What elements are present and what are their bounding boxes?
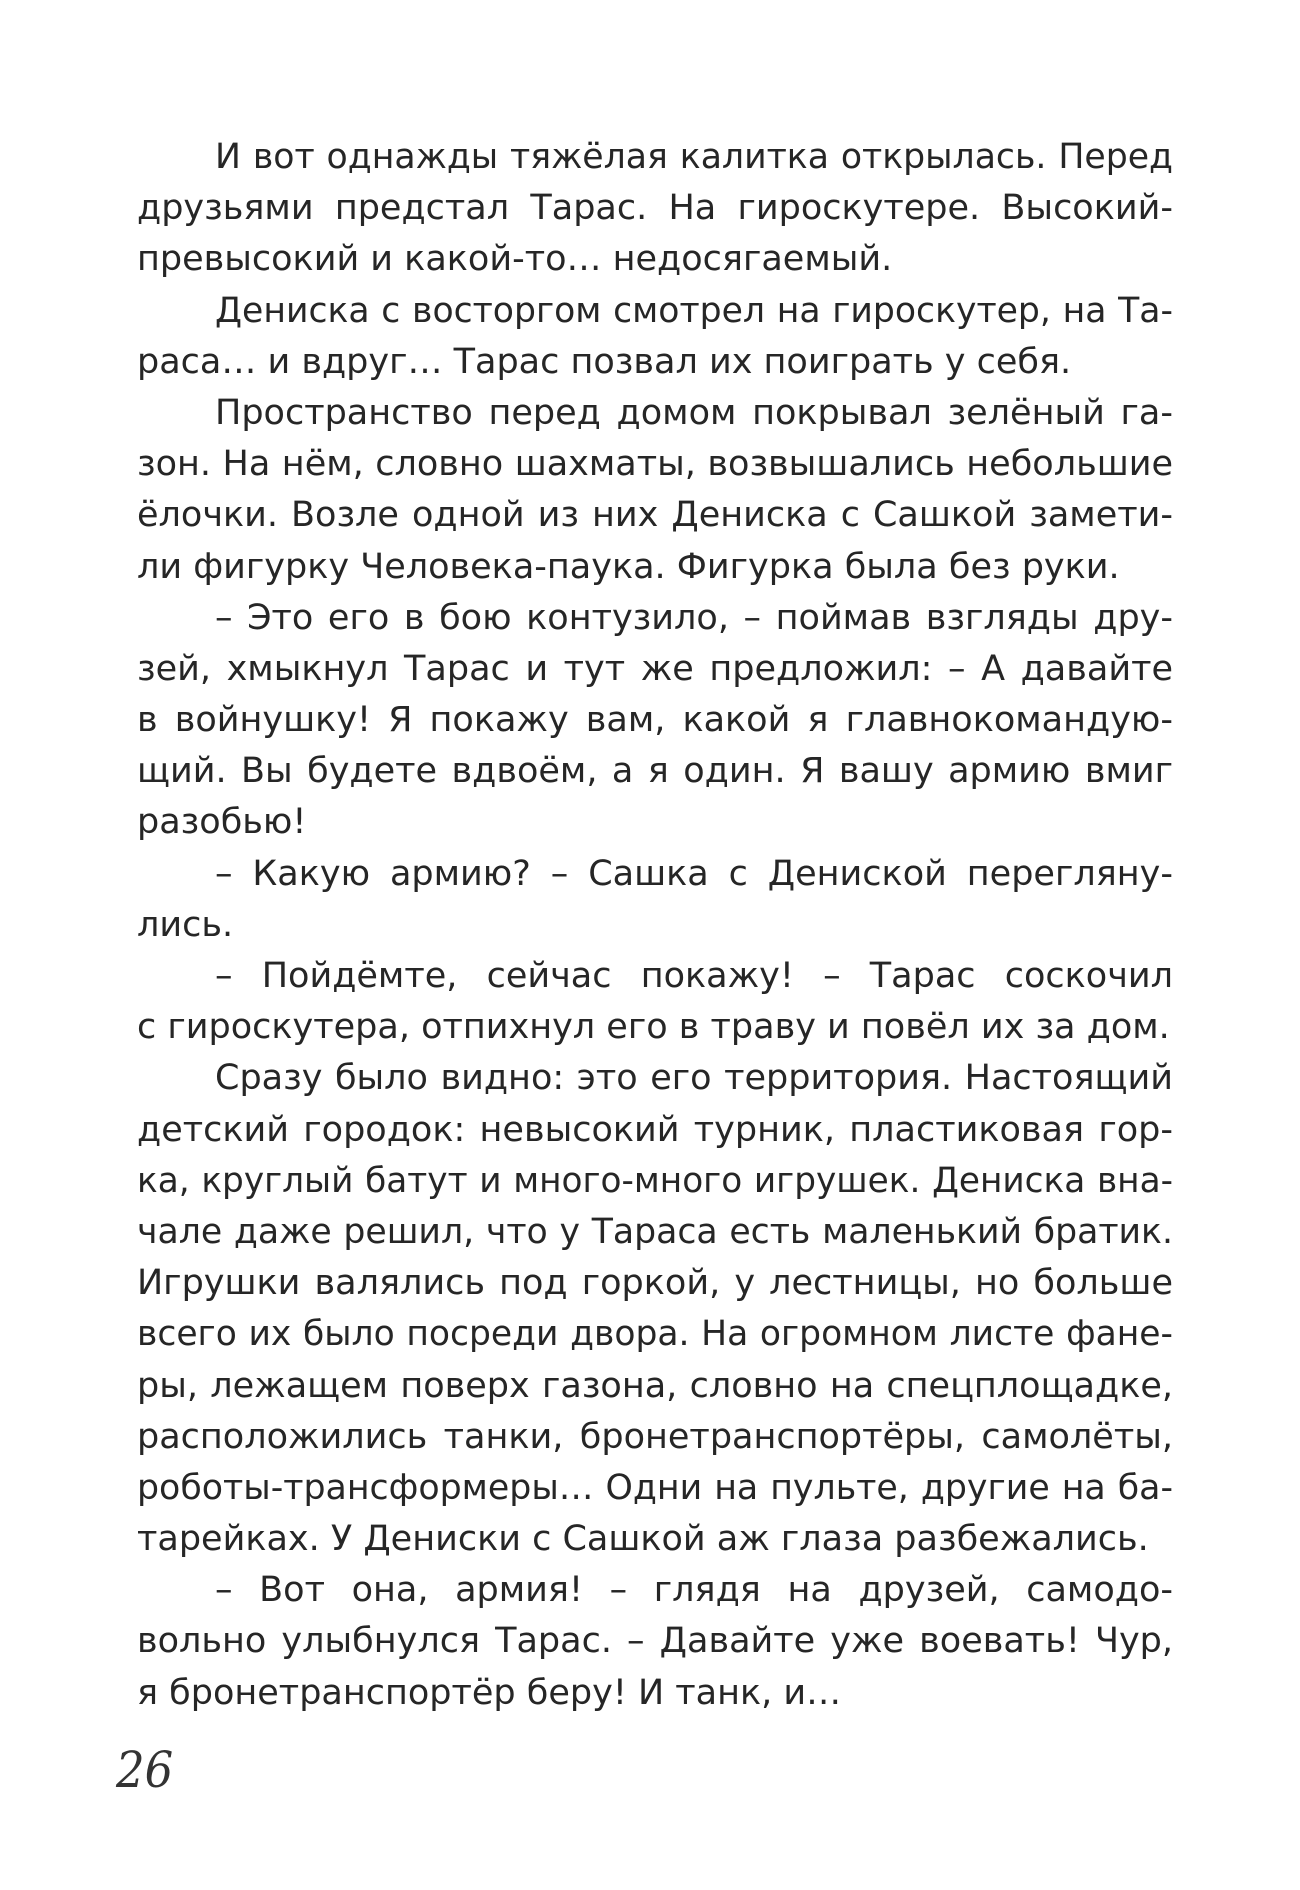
- text-line: расположились танки, бронетранспортёры, самолёты,: [137, 1416, 1173, 1457]
- text-line: Пространство перед домом покрывал зелёный га-: [215, 392, 1173, 433]
- text-line: вольно улыбнулся Тарас. – Давайте уже воевать! Чур,: [137, 1621, 1173, 1662]
- text-line: всего их было посреди двора. На огромном листе фане-: [137, 1314, 1173, 1355]
- text-line: друзьями предстал Тарас. На гироскутере. Высокий-: [137, 188, 1173, 229]
- text-line: Сразу было видно: это его территория. Настоящий: [215, 1058, 1173, 1099]
- text-line: ли фигурку Человека-паука. Фигурка была без руки.: [137, 546, 1120, 587]
- text-line: – Какую армию? – Сашка с Дениской перегляну-: [215, 853, 1173, 894]
- text-line: чале даже решил, что у Тараса есть маленький братик.: [137, 1211, 1173, 1252]
- text-line: разобью!: [137, 802, 307, 843]
- text-line: ры, лежащем поверх газона, словно на спецплощадке,: [137, 1365, 1173, 1406]
- text-line: тарейках. У Дениски с Сашкой аж глаза разбежались.: [137, 1519, 1149, 1560]
- text-line: И вот однажды тяжёлая калитка открылась. Перед: [215, 137, 1173, 177]
- text-line: превысокий и какой-то… недосягаемый.: [137, 239, 893, 280]
- text-line: ёлочки. Возле одной из них Дениска с Сашкой замети-: [137, 495, 1173, 536]
- text-line: Дениска с восторгом смотрел на гироскутер, на Та-: [215, 290, 1173, 331]
- text-line: – Вот она, армия! – глядя на друзей, самодо-: [215, 1570, 1173, 1611]
- text-line: с гироскутера, отпихнул его в траву и повёл их за дом.: [137, 1007, 1170, 1048]
- text-line: я бронетранспортёр беру! И танк, и…: [137, 1672, 842, 1713]
- text-line: зей, хмыкнул Тарас и тут же предложил: – А давайте: [137, 648, 1173, 689]
- text-line: детский городок: невысокий турник, пластиковая гор-: [137, 1109, 1173, 1150]
- text-line: Игрушки валялись под горкой, у лестницы, но больше: [137, 1263, 1173, 1304]
- page-number: 26: [116, 1741, 174, 1799]
- text-line: раса… и вдруг… Тарас позвал их поиграть у себя.: [137, 341, 1072, 382]
- text-line: ка, круглый батут и много-много игрушек. Дениска вна-: [137, 1160, 1173, 1201]
- text-line: лись.: [137, 904, 234, 945]
- body-text: [137, 132, 1173, 1719]
- text-line: роботы-трансформеры… Одни на пульте, другие на ба-: [137, 1467, 1173, 1508]
- text-line: – Пойдёмте, сейчас покажу! – Тарас соскочил: [215, 956, 1173, 996]
- text-line: зон. На нём, словно шахматы, возвышались небольшие: [137, 444, 1173, 485]
- text-line: щий. Вы будете вдвоём, а я один. Я вашу армию вмиг: [137, 751, 1173, 792]
- text-line: в войнушку! Я покажу вам, какой я главнокомандую-: [137, 700, 1173, 741]
- text-line: – Это его в бою контузило, – поймав взгляды дру-: [215, 597, 1173, 638]
